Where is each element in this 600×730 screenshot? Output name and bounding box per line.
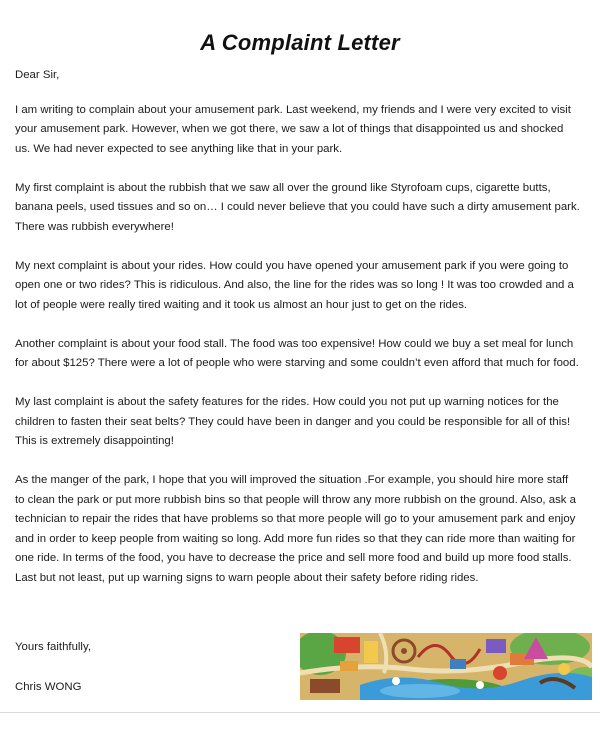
paragraph-1: I am writing to complain about your amusement park. Last weekend, my friends and I were very excited to visit your amusement park. However, when we got there, we saw a lot of things that disappointed us and shocked us. We had never expected to see anything like that in your park.: [15, 103, 571, 155]
page-title: A Complaint Letter: [200, 30, 400, 55]
paragraph-2: My first complaint is about the rubbish that we saw all over the ground like Styrofoam cups, cigarette butts, banana peels, used tissues and so on… I could never believe that you could have such a dirty amusement park. There was rubbish everywhere!: [15, 181, 580, 233]
salutation: Dear Sir,: [15, 69, 60, 81]
paragraph-3: My next complaint is about your rides. How could you have opened your amusement park if you were going to open one or two rides? This is ridiculous. And also, the line for the rides was so long ! It was too crowded and a lot of people were really tired waiting and it took us almost an hour just to get on the rides.: [15, 259, 574, 311]
amusement-park-map-icon: [300, 633, 592, 700]
paragraph-4: Another complaint is about your food stall. The food was too expensive! How could we buy a set meal for lunch for about $125? There were a lot of people who were starving and some couldn’t even afford that much for food.: [15, 337, 579, 369]
signature: Chris WONG: [15, 681, 82, 693]
paragraph-6: As the manger of the park, I hope that you will improved the situation .For example, you should hire more staff to clean the park or put more rubbish bins so that people will throw any more rubbish on the ground. Also, ask a technician to repair the rides that have problems so that more people will go to your amusement park and enjoy and in order to keep people from waiting so long. Add more fun rides so that they can ride more than waiting for one ride. In terms of the food, you have to decrease the price and sell more food and build up more food stalls. Last but not least, put up warning signs to warn people about their safety before riding rides.: [15, 474, 576, 584]
page-bottom-rule: [0, 712, 600, 713]
closing-line: Yours faithfully,: [15, 641, 91, 653]
amusement-park-map-illustration: [300, 633, 592, 700]
paragraph-5: My last complaint is about the safety features for the rides. How could you not put up warning notices for the children to fasten their seat belts? They could have been in danger and you could be responsible for all of this! This is extremely disappointing!: [15, 396, 571, 447]
letter-body: [15, 66, 580, 608]
